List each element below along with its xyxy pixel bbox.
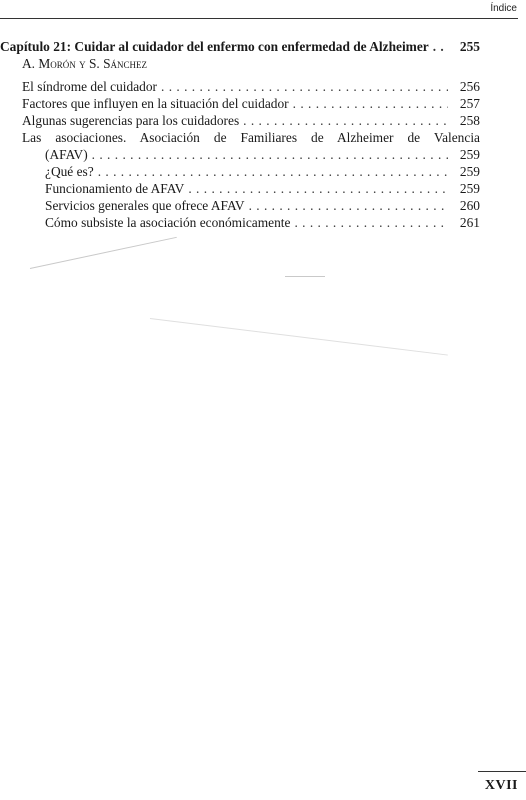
dot-leader [98,163,448,180]
dot-leader [188,180,448,197]
scan-artifact [150,318,448,356]
toc-subentry [0,197,480,214]
subentry-page: 260 [459,198,480,213]
entry-page: 256 [459,79,480,94]
toc-entry [0,95,480,112]
header-rule [0,18,518,19]
subentry-page: 261 [459,215,480,230]
table-of-contents [0,38,480,231]
toc-entry [0,78,480,95]
scan-artifact [285,276,325,277]
dot-leader [161,78,448,95]
entry-page: 259 [459,147,480,162]
dot-leader [249,197,448,214]
dot-leader [293,95,448,112]
scan-artifact [30,237,177,269]
entry-title: Algunas sugerencias para los cuidadores [22,113,240,128]
chapter-title: Capítulo 21: Cuidar al cuidador del enfermo con enfermedad de Alzheimer [0,39,429,54]
dot-leader [92,146,448,163]
dot-leader [243,112,448,129]
chapter-authors: A. Morón y S. Sánchez [22,56,148,71]
toc-entry-associations [0,146,480,163]
section-label: Índice [490,3,517,14]
subentry-page: 259 [459,181,480,196]
toc-entry [0,112,480,129]
associations-title-line1: Las asociaciones. Asociación de Familiares de Alzheimer de Valencia [22,130,480,145]
entry-page: 257 [459,96,480,111]
entry-title: (AFAV) [45,147,88,162]
toc-subentry [0,163,480,180]
dot-leader [294,214,448,231]
entry-title: El síndrome del cuidador [22,79,157,94]
page-number: XVII [484,778,518,793]
toc-subentry [0,180,480,197]
subentry-title: Cómo subsiste la asociación económicamente [45,215,291,230]
chapter-entry [0,38,480,55]
dot-leader [433,38,448,55]
toc-subentry [0,214,480,231]
footer-rule [478,771,526,772]
subentry-title: Funcionamiento de AFAV [45,181,185,196]
subentry-title: Servicios generales que ofrece AFAV [45,198,245,213]
chapter-page: 255 [459,39,480,54]
entry-page: 258 [459,113,480,128]
subentry-title: ¿Qué es? [45,164,94,179]
entry-title: Factores que influyen en la situación del cuidador [22,96,289,111]
subentry-page: 259 [459,164,480,179]
